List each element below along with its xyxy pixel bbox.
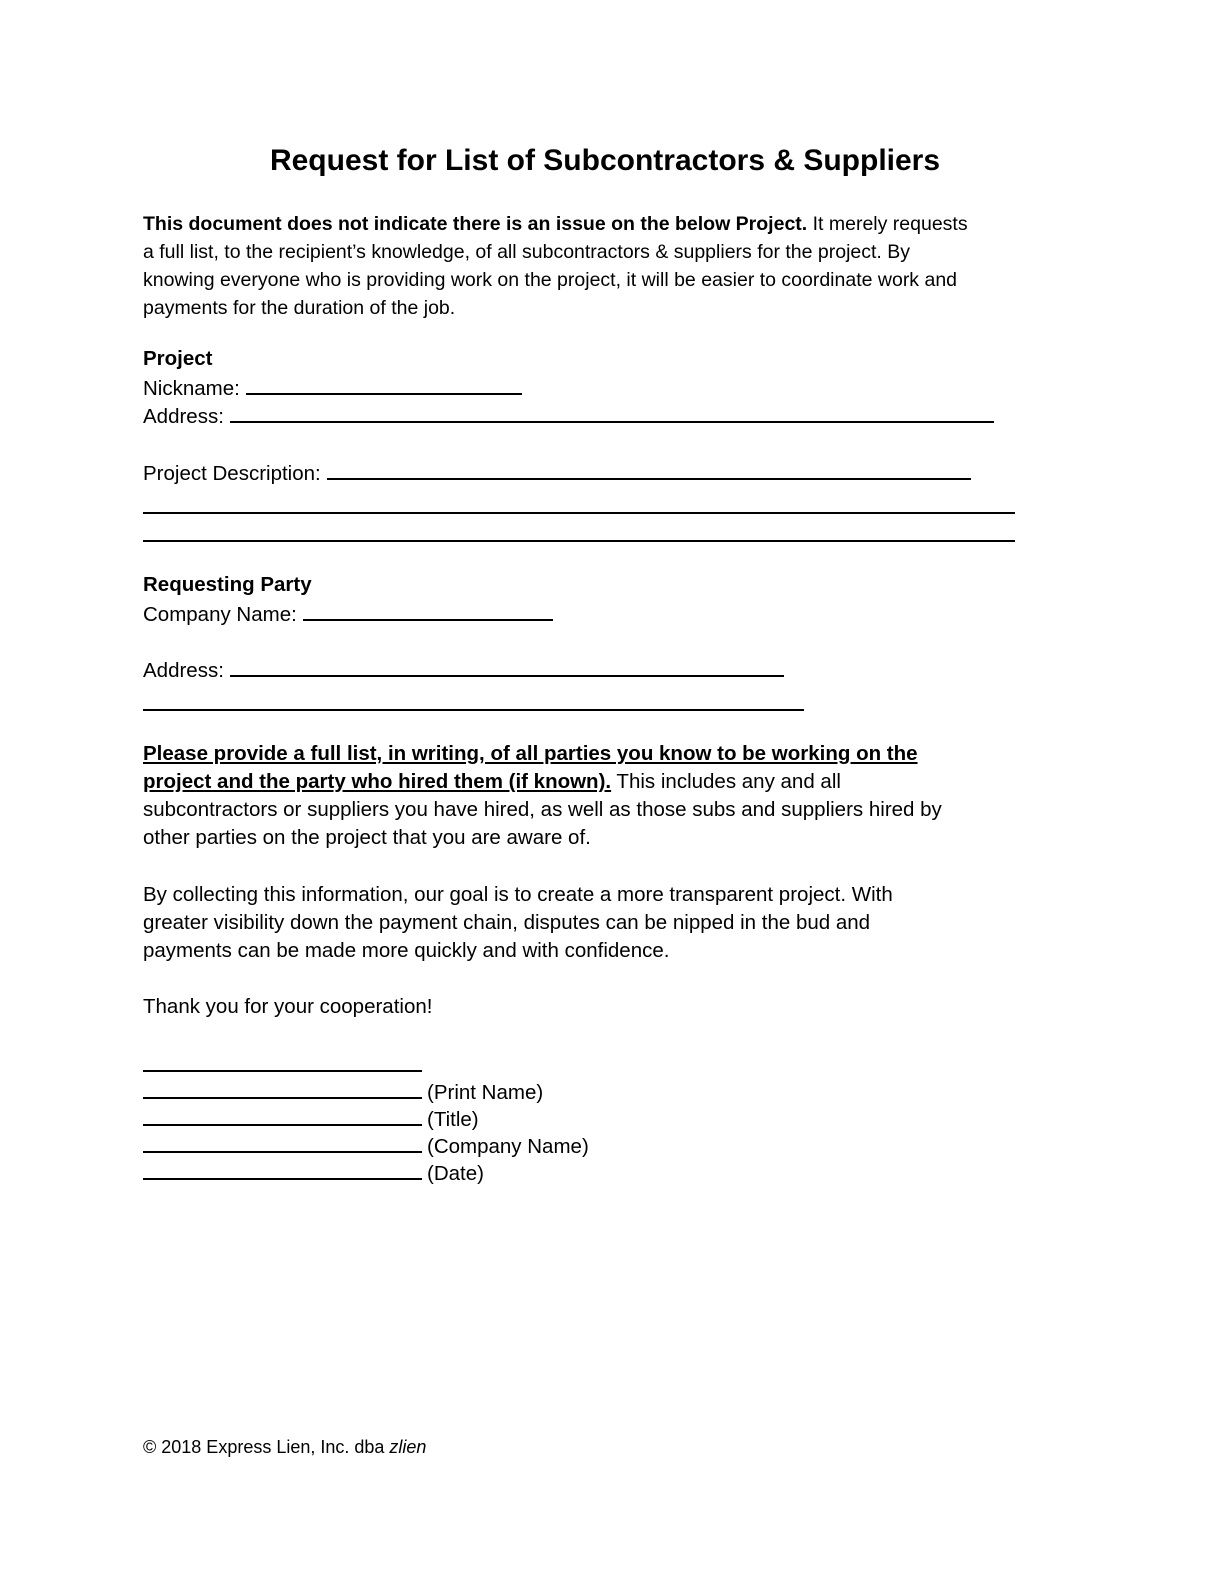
intro-text: payments for the duration of the job.: [143, 297, 456, 319]
project-address-label: Address:: [143, 405, 224, 428]
intro-text: knowing everyone who is providing work on the project, it will be easier to coordinate work and: [143, 269, 958, 291]
date-field[interactable]: [143, 1158, 422, 1180]
copyright-text: © 2018 Express Lien, Inc. dba: [143, 1437, 390, 1457]
requesting-party-section: [143, 571, 1083, 627]
requesting-party-address: [143, 655, 1083, 711]
requesting-party-heading: Requesting Party: [143, 573, 312, 596]
closing-text: [143, 993, 1083, 1021]
nickname-field[interactable]: [246, 373, 522, 395]
nickname-label: Nickname:: [143, 377, 240, 400]
signer-company-name-label: (Company Name): [427, 1135, 589, 1158]
goal-paragraph: [143, 881, 1083, 965]
document-title: Request for List of Subcontractors & Suppliers: [269, 144, 941, 177]
request-emphasis-line-2: project and the party who hired them (if known).: [143, 770, 612, 793]
project-description-line-2[interactable]: [143, 486, 1015, 514]
requesting-address-field[interactable]: [230, 655, 784, 677]
company-name-label: Company Name:: [143, 603, 297, 626]
title-label: (Title): [427, 1108, 479, 1131]
request-emphasis-line-1: Please provide a full list, in writing, of all parties you know to be working on the: [143, 742, 918, 765]
intro-paragraph: [143, 210, 1083, 322]
goal-text: By collecting this information, our goal is to create a more transparent project. With: [143, 883, 893, 906]
goal-text: greater visibility down the payment chain, disputes can be nipped in the bud and: [143, 911, 871, 934]
print-name-field[interactable]: [143, 1077, 422, 1099]
requesting-address-line-2[interactable]: [143, 683, 804, 711]
signature-block: [143, 1050, 1083, 1185]
title-field[interactable]: [143, 1104, 422, 1126]
signature-field[interactable]: [143, 1050, 422, 1072]
project-section: [143, 345, 1083, 429]
company-name-field[interactable]: [303, 599, 553, 621]
intro-bold-lead: This document does not indicate there is an issue on the below Project.: [143, 213, 808, 235]
project-description-field[interactable]: [327, 458, 971, 480]
signer-company-name-field[interactable]: [143, 1131, 422, 1153]
project-description-label: Project Description:: [143, 462, 321, 485]
intro-text: a full list, to the recipient’s knowledge, of all subcontractors & suppliers for the project. By: [143, 241, 911, 263]
brand-name: zlien: [389, 1437, 427, 1457]
date-label: (Date): [427, 1162, 484, 1185]
goal-text: payments can be made more quickly and with confidence.: [143, 939, 670, 962]
request-paragraph: [143, 740, 1083, 852]
project-address-field[interactable]: [230, 401, 994, 423]
project-description-line-3[interactable]: [143, 514, 1015, 542]
requesting-address-label: Address:: [143, 659, 224, 682]
request-text: other parties on the project that you are aware of.: [143, 826, 591, 849]
print-name-label: (Print Name): [427, 1081, 544, 1104]
project-description: [143, 458, 1083, 542]
closing-line: Thank you for your cooperation!: [143, 995, 433, 1018]
request-text: This includes any and all: [611, 770, 841, 793]
request-text: subcontractors or suppliers you have hired, as well as those subs and suppliers hired by: [143, 798, 942, 821]
intro-text: It merely requests: [807, 213, 968, 235]
copyright-footer: [143, 1436, 426, 1458]
project-heading: Project: [143, 347, 213, 370]
